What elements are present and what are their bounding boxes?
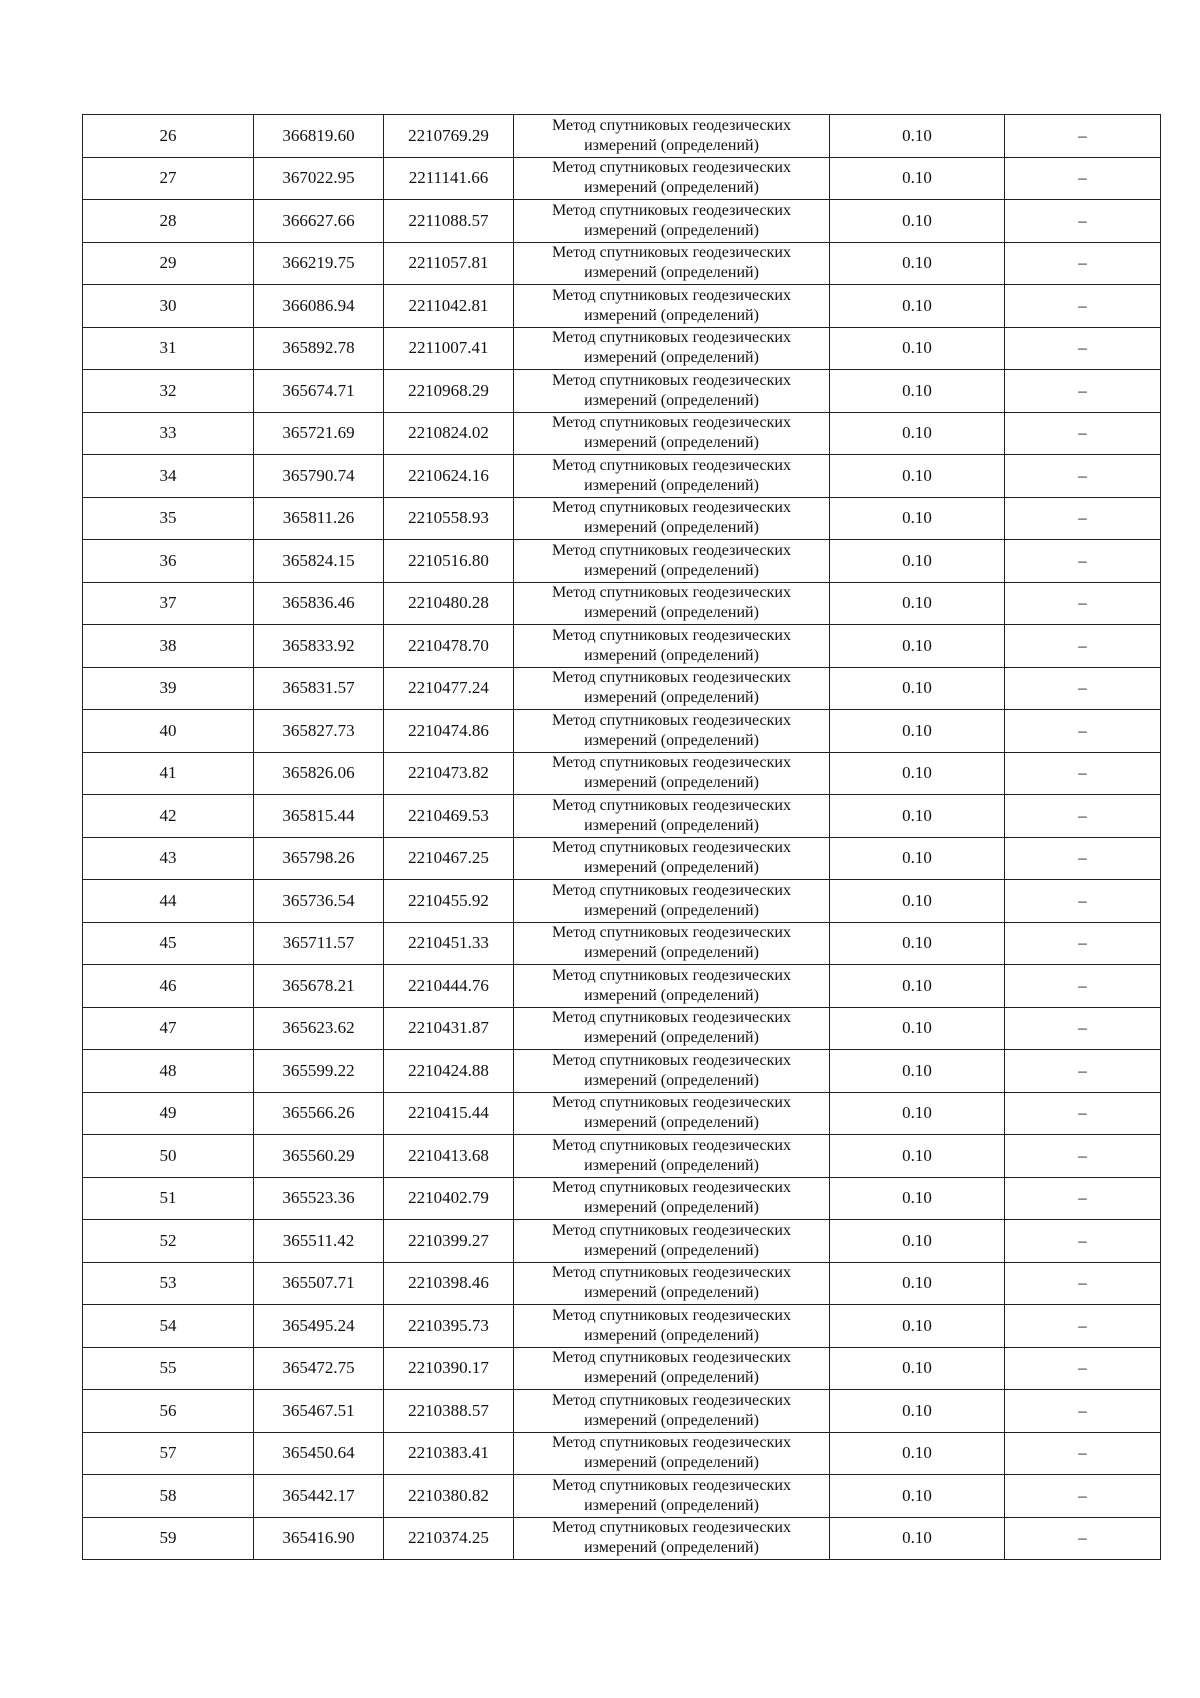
x-coordinate-cell: 365560.29 — [254, 1135, 384, 1178]
table-row — [83, 965, 1161, 1008]
note-cell: – — [1005, 1050, 1161, 1093]
method-cell: Метод спутниковых геодезических измерений (определений) — [514, 1347, 830, 1390]
accuracy-cell: 0.10 — [830, 455, 1005, 498]
note-cell: – — [1005, 1262, 1161, 1305]
y-coordinate-cell: 2210451.33 — [384, 922, 514, 965]
y-coordinate-cell: 2210413.68 — [384, 1135, 514, 1178]
x-coordinate-cell: 366086.94 — [254, 285, 384, 328]
table-row — [83, 540, 1161, 583]
method-cell: Метод спутниковых геодезических измерений (определений) — [514, 327, 830, 370]
note-cell: – — [1005, 880, 1161, 923]
point-number-cell: 33 — [83, 412, 254, 455]
table-row — [83, 667, 1161, 710]
table-row — [83, 582, 1161, 625]
x-coordinate-cell: 367022.95 — [254, 157, 384, 200]
table-row — [83, 1347, 1161, 1390]
y-coordinate-cell: 2210474.86 — [384, 710, 514, 753]
point-number-cell: 48 — [83, 1050, 254, 1093]
coordinates-table — [82, 114, 1161, 1560]
y-coordinate-cell: 2210473.82 — [384, 752, 514, 795]
point-number-cell: 38 — [83, 625, 254, 668]
table-row — [83, 1135, 1161, 1178]
y-coordinate-cell: 2210455.92 — [384, 880, 514, 923]
table-row — [83, 157, 1161, 200]
point-number-cell: 50 — [83, 1135, 254, 1178]
y-coordinate-cell: 2210402.79 — [384, 1177, 514, 1220]
table-row — [83, 242, 1161, 285]
method-cell: Метод спутниковых геодезических измерений (определений) — [514, 1177, 830, 1220]
point-number-cell: 54 — [83, 1305, 254, 1348]
y-coordinate-cell: 2210388.57 — [384, 1390, 514, 1433]
table-row — [83, 837, 1161, 880]
accuracy-cell: 0.10 — [830, 1432, 1005, 1475]
point-number-cell: 27 — [83, 157, 254, 200]
table-row — [83, 327, 1161, 370]
accuracy-cell: 0.10 — [830, 1007, 1005, 1050]
method-cell: Метод спутниковых геодезических измерений (определений) — [514, 1305, 830, 1348]
note-cell: – — [1005, 1220, 1161, 1263]
method-cell: Метод спутниковых геодезических измерений (определений) — [514, 1050, 830, 1093]
point-number-cell: 52 — [83, 1220, 254, 1263]
method-cell: Метод спутниковых геодезических измерений (определений) — [514, 667, 830, 710]
table-row — [83, 1262, 1161, 1305]
method-cell: Метод спутниковых геодезических измерений (определений) — [514, 1432, 830, 1475]
x-coordinate-cell: 365472.75 — [254, 1347, 384, 1390]
point-number-cell: 45 — [83, 922, 254, 965]
y-coordinate-cell: 2210395.73 — [384, 1305, 514, 1348]
table-row — [83, 880, 1161, 923]
y-coordinate-cell: 2210467.25 — [384, 837, 514, 880]
point-number-cell: 36 — [83, 540, 254, 583]
x-coordinate-cell: 365811.26 — [254, 497, 384, 540]
note-cell: – — [1005, 837, 1161, 880]
point-number-cell: 35 — [83, 497, 254, 540]
method-cell: Метод спутниковых геодезических измерений (определений) — [514, 1262, 830, 1305]
point-number-cell: 47 — [83, 1007, 254, 1050]
point-number-cell: 26 — [83, 115, 254, 158]
table-row — [83, 455, 1161, 498]
y-coordinate-cell: 2210374.25 — [384, 1517, 514, 1560]
note-cell: – — [1005, 1305, 1161, 1348]
table-row — [83, 115, 1161, 158]
accuracy-cell: 0.10 — [830, 837, 1005, 880]
accuracy-cell: 0.10 — [830, 625, 1005, 668]
table-row — [83, 497, 1161, 540]
table-row — [83, 625, 1161, 668]
y-coordinate-cell: 2211007.41 — [384, 327, 514, 370]
note-cell: – — [1005, 667, 1161, 710]
x-coordinate-cell: 365566.26 — [254, 1092, 384, 1135]
method-cell: Метод спутниковых геодезических измерений (определений) — [514, 582, 830, 625]
note-cell: – — [1005, 497, 1161, 540]
x-coordinate-cell: 365511.42 — [254, 1220, 384, 1263]
table-row — [83, 710, 1161, 753]
method-cell: Метод спутниковых геодезических измерений (определений) — [514, 1092, 830, 1135]
accuracy-cell: 0.10 — [830, 1347, 1005, 1390]
y-coordinate-cell: 2210383.41 — [384, 1432, 514, 1475]
point-number-cell: 39 — [83, 667, 254, 710]
method-cell: Метод спутниковых геодезических измерений (определений) — [514, 200, 830, 243]
note-cell: – — [1005, 412, 1161, 455]
accuracy-cell: 0.10 — [830, 200, 1005, 243]
method-cell: Метод спутниковых геодезических измерений (определений) — [514, 1135, 830, 1178]
note-cell: – — [1005, 327, 1161, 370]
accuracy-cell: 0.10 — [830, 412, 1005, 455]
accuracy-cell: 0.10 — [830, 710, 1005, 753]
table-row — [83, 1305, 1161, 1348]
x-coordinate-cell: 365523.36 — [254, 1177, 384, 1220]
x-coordinate-cell: 365736.54 — [254, 880, 384, 923]
point-number-cell: 28 — [83, 200, 254, 243]
point-number-cell: 51 — [83, 1177, 254, 1220]
y-coordinate-cell: 2210477.24 — [384, 667, 514, 710]
y-coordinate-cell: 2210558.93 — [384, 497, 514, 540]
y-coordinate-cell: 2210469.53 — [384, 795, 514, 838]
note-cell: – — [1005, 540, 1161, 583]
point-number-cell: 53 — [83, 1262, 254, 1305]
y-coordinate-cell: 2210444.76 — [384, 965, 514, 1008]
table-row — [83, 370, 1161, 413]
note-cell: – — [1005, 200, 1161, 243]
method-cell: Метод спутниковых геодезических измерений (определений) — [514, 497, 830, 540]
y-coordinate-cell: 2211088.57 — [384, 200, 514, 243]
note-cell: – — [1005, 752, 1161, 795]
x-coordinate-cell: 365815.44 — [254, 795, 384, 838]
method-cell: Метод спутниковых геодезических измерений (определений) — [514, 1007, 830, 1050]
method-cell: Метод спутниковых геодезических измерений (определений) — [514, 880, 830, 923]
note-cell: – — [1005, 582, 1161, 625]
accuracy-cell: 0.10 — [830, 242, 1005, 285]
accuracy-cell: 0.10 — [830, 327, 1005, 370]
x-coordinate-cell: 365831.57 — [254, 667, 384, 710]
y-coordinate-cell: 2210516.80 — [384, 540, 514, 583]
table-row — [83, 1390, 1161, 1433]
document-page — [82, 114, 1160, 1560]
y-coordinate-cell: 2211057.81 — [384, 242, 514, 285]
method-cell: Метод спутниковых геодезических измерений (определений) — [514, 285, 830, 328]
x-coordinate-cell: 365836.46 — [254, 582, 384, 625]
table-row — [83, 200, 1161, 243]
accuracy-cell: 0.10 — [830, 497, 1005, 540]
note-cell: – — [1005, 1390, 1161, 1433]
note-cell: – — [1005, 965, 1161, 1008]
x-coordinate-cell: 365827.73 — [254, 710, 384, 753]
accuracy-cell: 0.10 — [830, 1050, 1005, 1093]
note-cell: – — [1005, 1135, 1161, 1178]
accuracy-cell: 0.10 — [830, 1177, 1005, 1220]
x-coordinate-cell: 365623.62 — [254, 1007, 384, 1050]
x-coordinate-cell: 365833.92 — [254, 625, 384, 668]
table-row — [83, 1177, 1161, 1220]
y-coordinate-cell: 2210431.87 — [384, 1007, 514, 1050]
accuracy-cell: 0.10 — [830, 157, 1005, 200]
table-row — [83, 1432, 1161, 1475]
x-coordinate-cell: 365824.15 — [254, 540, 384, 583]
x-coordinate-cell: 365798.26 — [254, 837, 384, 880]
x-coordinate-cell: 366219.75 — [254, 242, 384, 285]
accuracy-cell: 0.10 — [830, 1390, 1005, 1433]
accuracy-cell: 0.10 — [830, 880, 1005, 923]
y-coordinate-cell: 2210415.44 — [384, 1092, 514, 1135]
point-number-cell: 49 — [83, 1092, 254, 1135]
method-cell: Метод спутниковых геодезических измерений (определений) — [514, 1390, 830, 1433]
y-coordinate-cell: 2210398.46 — [384, 1262, 514, 1305]
method-cell: Метод спутниковых геодезических измерений (определений) — [514, 157, 830, 200]
method-cell: Метод спутниковых геодезических измерений (определений) — [514, 710, 830, 753]
x-coordinate-cell: 365721.69 — [254, 412, 384, 455]
method-cell: Метод спутниковых геодезических измерений (определений) — [514, 625, 830, 668]
accuracy-cell: 0.10 — [830, 922, 1005, 965]
point-number-cell: 58 — [83, 1475, 254, 1518]
note-cell: – — [1005, 1432, 1161, 1475]
point-number-cell: 57 — [83, 1432, 254, 1475]
method-cell: Метод спутниковых геодезических измерений (определений) — [514, 837, 830, 880]
y-coordinate-cell: 2210824.02 — [384, 412, 514, 455]
x-coordinate-cell: 365507.71 — [254, 1262, 384, 1305]
y-coordinate-cell: 2210769.29 — [384, 115, 514, 158]
y-coordinate-cell: 2210424.88 — [384, 1050, 514, 1093]
point-number-cell: 46 — [83, 965, 254, 1008]
method-cell: Метод спутниковых геодезических измерений (определений) — [514, 1517, 830, 1560]
method-cell: Метод спутниковых геодезических измерений (определений) — [514, 1220, 830, 1263]
note-cell: – — [1005, 710, 1161, 753]
point-number-cell: 31 — [83, 327, 254, 370]
accuracy-cell: 0.10 — [830, 1305, 1005, 1348]
point-number-cell: 29 — [83, 242, 254, 285]
table-row — [83, 1050, 1161, 1093]
point-number-cell: 41 — [83, 752, 254, 795]
x-coordinate-cell: 366627.66 — [254, 200, 384, 243]
note-cell: – — [1005, 285, 1161, 328]
accuracy-cell: 0.10 — [830, 667, 1005, 710]
y-coordinate-cell: 2210480.28 — [384, 582, 514, 625]
point-number-cell: 30 — [83, 285, 254, 328]
point-number-cell: 59 — [83, 1517, 254, 1560]
note-cell: – — [1005, 1347, 1161, 1390]
note-cell: – — [1005, 1517, 1161, 1560]
accuracy-cell: 0.10 — [830, 752, 1005, 795]
note-cell: – — [1005, 115, 1161, 158]
note-cell: – — [1005, 1007, 1161, 1050]
accuracy-cell: 0.10 — [830, 115, 1005, 158]
table-row — [83, 1007, 1161, 1050]
point-number-cell: 56 — [83, 1390, 254, 1433]
table-row — [83, 1092, 1161, 1135]
y-coordinate-cell: 2210624.16 — [384, 455, 514, 498]
y-coordinate-cell: 2210380.82 — [384, 1475, 514, 1518]
coordinates-table-body — [83, 115, 1161, 1560]
y-coordinate-cell: 2210390.17 — [384, 1347, 514, 1390]
y-coordinate-cell: 2211042.81 — [384, 285, 514, 328]
point-number-cell: 37 — [83, 582, 254, 625]
table-row — [83, 1517, 1161, 1560]
x-coordinate-cell: 365442.17 — [254, 1475, 384, 1518]
point-number-cell: 40 — [83, 710, 254, 753]
note-cell: – — [1005, 1092, 1161, 1135]
y-coordinate-cell: 2211141.66 — [384, 157, 514, 200]
x-coordinate-cell: 365450.64 — [254, 1432, 384, 1475]
method-cell: Метод спутниковых геодезических измерений (определений) — [514, 412, 830, 455]
point-number-cell: 42 — [83, 795, 254, 838]
note-cell: – — [1005, 242, 1161, 285]
note-cell: – — [1005, 1475, 1161, 1518]
x-coordinate-cell: 365678.21 — [254, 965, 384, 1008]
note-cell: – — [1005, 795, 1161, 838]
table-row — [83, 412, 1161, 455]
method-cell: Метод спутниковых геодезических измерений (определений) — [514, 242, 830, 285]
method-cell: Метод спутниковых геодезических измерений (определений) — [514, 795, 830, 838]
note-cell: – — [1005, 625, 1161, 668]
accuracy-cell: 0.10 — [830, 582, 1005, 625]
point-number-cell: 32 — [83, 370, 254, 413]
accuracy-cell: 0.10 — [830, 1092, 1005, 1135]
method-cell: Метод спутниковых геодезических измерений (определений) — [514, 965, 830, 1008]
accuracy-cell: 0.10 — [830, 370, 1005, 413]
accuracy-cell: 0.10 — [830, 1135, 1005, 1178]
x-coordinate-cell: 365467.51 — [254, 1390, 384, 1433]
x-coordinate-cell: 365790.74 — [254, 455, 384, 498]
method-cell: Метод спутниковых геодезических измерений (определений) — [514, 115, 830, 158]
note-cell: – — [1005, 1177, 1161, 1220]
accuracy-cell: 0.10 — [830, 285, 1005, 328]
method-cell: Метод спутниковых геодезических измерений (определений) — [514, 540, 830, 583]
note-cell: – — [1005, 922, 1161, 965]
accuracy-cell: 0.10 — [830, 540, 1005, 583]
y-coordinate-cell: 2210478.70 — [384, 625, 514, 668]
note-cell: – — [1005, 455, 1161, 498]
method-cell: Метод спутниковых геодезических измерений (определений) — [514, 1475, 830, 1518]
x-coordinate-cell: 365495.24 — [254, 1305, 384, 1348]
accuracy-cell: 0.10 — [830, 1220, 1005, 1263]
accuracy-cell: 0.10 — [830, 795, 1005, 838]
table-row — [83, 285, 1161, 328]
table-row — [83, 1220, 1161, 1263]
x-coordinate-cell: 365892.78 — [254, 327, 384, 370]
x-coordinate-cell: 365826.06 — [254, 752, 384, 795]
accuracy-cell: 0.10 — [830, 965, 1005, 1008]
table-row — [83, 922, 1161, 965]
accuracy-cell: 0.10 — [830, 1475, 1005, 1518]
x-coordinate-cell: 365674.71 — [254, 370, 384, 413]
method-cell: Метод спутниковых геодезических измерений (определений) — [514, 922, 830, 965]
table-row — [83, 752, 1161, 795]
point-number-cell: 43 — [83, 837, 254, 880]
note-cell: – — [1005, 157, 1161, 200]
method-cell: Метод спутниковых геодезических измерений (определений) — [514, 455, 830, 498]
accuracy-cell: 0.10 — [830, 1517, 1005, 1560]
table-row — [83, 795, 1161, 838]
point-number-cell: 44 — [83, 880, 254, 923]
point-number-cell: 34 — [83, 455, 254, 498]
y-coordinate-cell: 2210968.29 — [384, 370, 514, 413]
x-coordinate-cell: 365711.57 — [254, 922, 384, 965]
note-cell: – — [1005, 370, 1161, 413]
method-cell: Метод спутниковых геодезических измерений (определений) — [514, 752, 830, 795]
x-coordinate-cell: 366819.60 — [254, 115, 384, 158]
method-cell: Метод спутниковых геодезических измерений (определений) — [514, 370, 830, 413]
accuracy-cell: 0.10 — [830, 1262, 1005, 1305]
table-row — [83, 1475, 1161, 1518]
x-coordinate-cell: 365416.90 — [254, 1517, 384, 1560]
point-number-cell: 55 — [83, 1347, 254, 1390]
x-coordinate-cell: 365599.22 — [254, 1050, 384, 1093]
y-coordinate-cell: 2210399.27 — [384, 1220, 514, 1263]
